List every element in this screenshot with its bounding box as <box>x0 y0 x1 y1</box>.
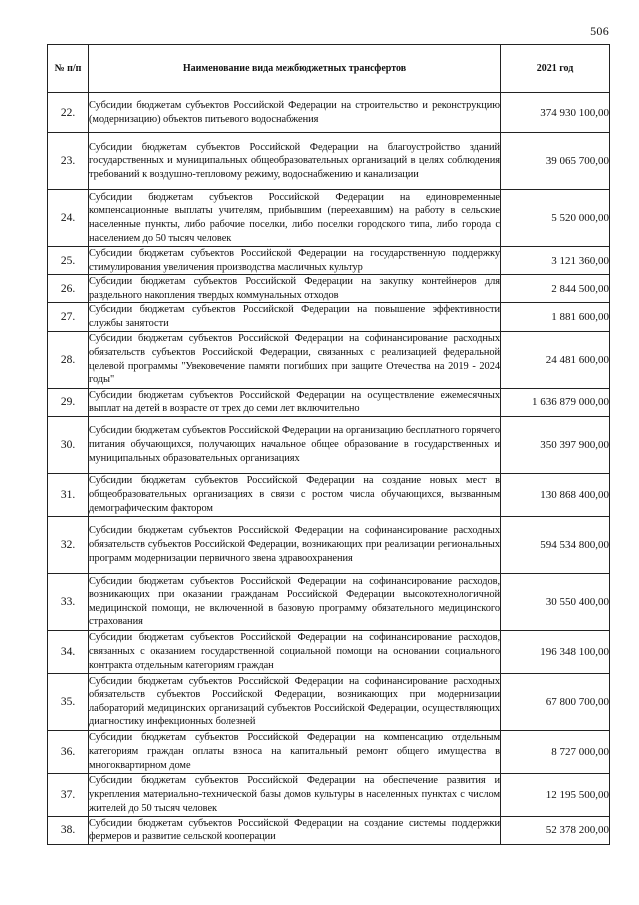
table-row <box>48 331 610 388</box>
transfer-name: Субсидии бюджетам субъектов Российской Федерации на софинансирование расходных обязательств субъектов Российской Федерации, возникающих при реализации региональных программ модернизации первичного звена здравоохранения <box>89 516 501 573</box>
table-row <box>48 388 610 416</box>
transfer-name: Субсидии бюджетам субъектов Российской Федерации на софинансирование расходов, связанных с оказанием государственной социальной помощи на основании социального контракта отдельным категориям граждан <box>89 630 501 673</box>
transfer-amount: 52 378 200,00 <box>501 816 610 844</box>
transfer-amount: 374 930 100,00 <box>501 93 610 133</box>
transfer-amount: 2 844 500,00 <box>501 275 610 303</box>
page-number: 506 <box>590 24 609 38</box>
table-body <box>48 93 610 845</box>
transfer-amount: 3 121 360,00 <box>501 247 610 275</box>
transfer-name: Субсидии бюджетам субъектов Российской Федерации на единовременные компенсационные выплаты учителям, прибывшим (переехавшим) на работу в сельские населенные пункты, либо рабочие поселки, либо поселки городского типа, либо города с населением до 50 тысяч человек <box>89 190 501 247</box>
table-row <box>48 816 610 844</box>
transfer-amount: 130 868 400,00 <box>501 473 610 516</box>
table-row <box>48 630 610 673</box>
table-row <box>48 773 610 816</box>
transfer-amount: 39 065 700,00 <box>501 133 610 190</box>
transfer-name: Субсидии бюджетам субъектов Российской Федерации на софинансирование расходов, возникающих при оказании гражданам Российской Федерации высокотехнологичной медицинской помощи, не включенной в базовую программу обязательного медицинского страхования <box>89 573 501 630</box>
transfer-name: Субсидии бюджетам субъектов Российской Федерации на закупку контейнеров для раздельного накопления твердых коммунальных отходов <box>89 275 501 303</box>
transfer-name: Субсидии бюджетам субъектов Российской Федерации на софинансирование расходных обязательств субъектов Российской Федерации, возникающих при модернизации лабораторий медицинских организаций субъектов Российской Федерации, осуществляющих диагностику инфекционных болезней <box>89 673 501 730</box>
row-number: 23. <box>48 133 89 190</box>
table-row <box>48 730 610 773</box>
column-header-year: 2021 год <box>501 45 610 93</box>
column-header-name: Наименование вида межбюджетных трансфертов <box>89 45 501 93</box>
transfer-name: Субсидии бюджетам субъектов Российской Федерации на повышение эффективности службы занятости <box>89 303 501 331</box>
row-number: 29. <box>48 388 89 416</box>
table-row <box>48 93 610 133</box>
transfer-name: Субсидии бюджетам субъектов Российской Федерации на благоустройство зданий государственных и муниципальных общеобразовательных организаций в целях соблюдения требований к воздушно-тепловому режиму, водоснабжению и канализации <box>89 133 501 190</box>
transfer-amount: 1 636 879 000,00 <box>501 388 610 416</box>
table-header-row <box>48 45 610 93</box>
transfer-name: Субсидии бюджетам субъектов Российской Федерации на государственную поддержку стимулирования увеличения производства масличных культур <box>89 247 501 275</box>
transfer-amount: 5 520 000,00 <box>501 190 610 247</box>
row-number: 37. <box>48 773 89 816</box>
row-number: 30. <box>48 416 89 473</box>
table-row <box>48 573 610 630</box>
transfer-amount: 24 481 600,00 <box>501 331 610 388</box>
table-row <box>48 247 610 275</box>
row-number: 35. <box>48 673 89 730</box>
table-row <box>48 190 610 247</box>
transfer-amount: 1 881 600,00 <box>501 303 610 331</box>
row-number: 33. <box>48 573 89 630</box>
transfer-name: Субсидии бюджетам субъектов Российской Федерации на обеспечение развития и укрепления материально-технической базы домов культуры в населенных пунктах с числом жителей до 50 тысяч человек <box>89 773 501 816</box>
transfers-table <box>47 44 610 845</box>
table-row <box>48 275 610 303</box>
row-number: 25. <box>48 247 89 275</box>
row-number: 24. <box>48 190 89 247</box>
row-number: 28. <box>48 331 89 388</box>
transfer-amount: 67 800 700,00 <box>501 673 610 730</box>
column-header-number: № п/п <box>48 45 89 93</box>
table-row <box>48 416 610 473</box>
row-number: 26. <box>48 275 89 303</box>
row-number: 27. <box>48 303 89 331</box>
transfer-name: Субсидии бюджетам субъектов Российской Федерации на софинансирование расходных обязательств субъектов Российской Федерации, связанных с реализацией федеральной целевой программы "Увековечение памяти погибших при защите Отечества на 2019 - 2024 годы" <box>89 331 501 388</box>
transfer-amount: 30 550 400,00 <box>501 573 610 630</box>
transfer-name: Субсидии бюджетам субъектов Российской Федерации на компенсацию отдельным категориям граждан оплаты взноса на капитальный ремонт общего имущества в многоквартирном доме <box>89 730 501 773</box>
table-row <box>48 473 610 516</box>
transfer-amount: 350 397 900,00 <box>501 416 610 473</box>
row-number: 34. <box>48 630 89 673</box>
transfer-amount: 12 195 500,00 <box>501 773 610 816</box>
row-number: 36. <box>48 730 89 773</box>
transfer-name: Субсидии бюджетам субъектов Российской Федерации на создание системы поддержки фермеров и развитие сельской кооперации <box>89 816 501 844</box>
transfer-amount: 8 727 000,00 <box>501 730 610 773</box>
transfer-name: Субсидии бюджетам субъектов Российской Федерации на организацию бесплатного горячего питания обучающихся, получающих начальное общее образование в государственных и муниципальных образовательных организациях <box>89 416 501 473</box>
row-number: 38. <box>48 816 89 844</box>
transfer-amount: 196 348 100,00 <box>501 630 610 673</box>
table-row <box>48 673 610 730</box>
transfer-name: Субсидии бюджетам субъектов Российской Федерации на строительство и реконструкцию (модернизацию) объектов питьевого водоснабжения <box>89 93 501 133</box>
transfer-name: Субсидии бюджетам субъектов Российской Федерации на создание новых мест в общеобразовательных организациях в связи с ростом числа обучающихся, вызванным демографическим фактором <box>89 473 501 516</box>
transfer-amount: 594 534 800,00 <box>501 516 610 573</box>
row-number: 32. <box>48 516 89 573</box>
table-row <box>48 133 610 190</box>
row-number: 22. <box>48 93 89 133</box>
row-number: 31. <box>48 473 89 516</box>
transfer-name: Субсидии бюджетам субъектов Российской Федерации на осуществление ежемесячных выплат на детей в возрасте от трех до семи лет включительно <box>89 388 501 416</box>
table-row <box>48 303 610 331</box>
table-row <box>48 516 610 573</box>
